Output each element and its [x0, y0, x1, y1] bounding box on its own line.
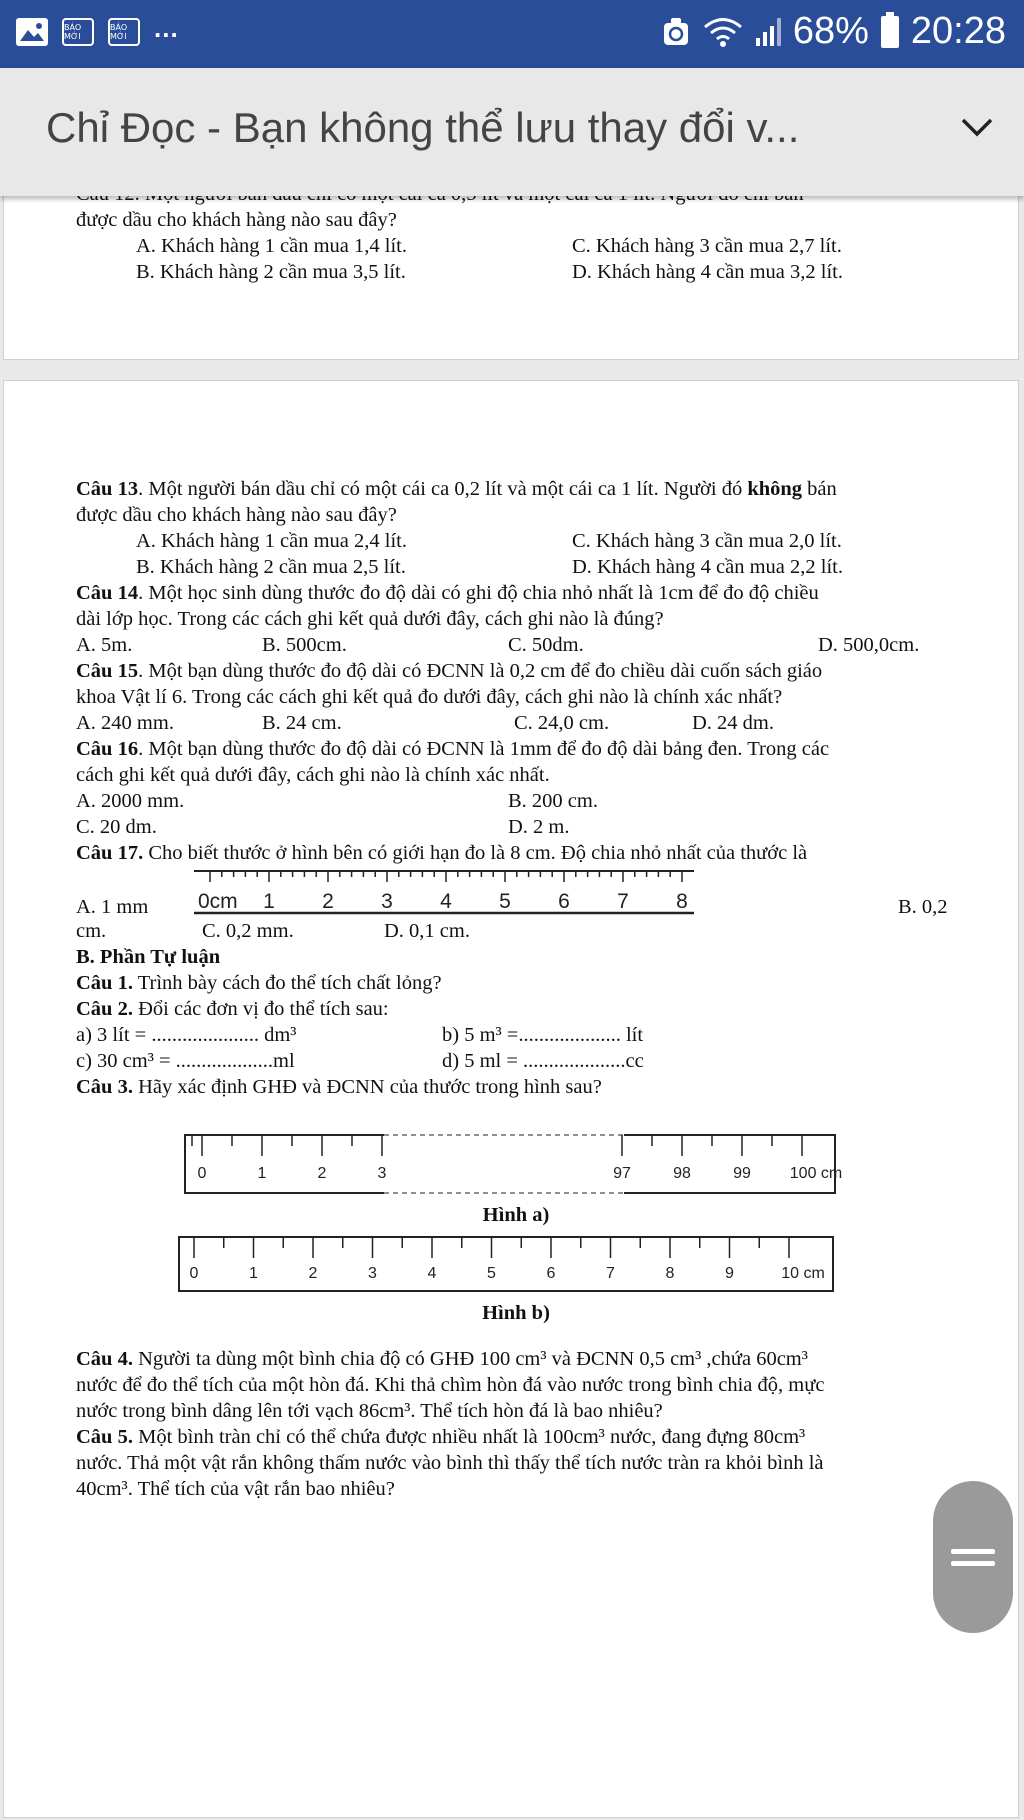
ruler-label: 4	[440, 890, 452, 913]
read-only-title: Chỉ Đọc - Bạn không thể lưu thay đổi v...	[46, 104, 800, 151]
essay-q5-line3: 40cm³. Thể tích của vật rắn bao nhiêu?	[76, 1478, 395, 1500]
ruler-label: 5	[499, 890, 511, 913]
ruler-figure-b	[178, 1236, 834, 1294]
battery-icon	[881, 16, 899, 48]
figures-block	[76, 1100, 956, 1346]
ruler-8cm-figure	[194, 868, 694, 916]
q15-option-a: A. 240 mm.	[76, 712, 174, 734]
ruler-label: 0	[197, 1165, 207, 1182]
q13-option-d: D. Khách hàng 4 cần mua 2,2 lít.	[572, 556, 843, 578]
q15-line1: Câu 15. Một bạn dùng thước đo độ dài có ĐCNN là 0,2 cm để đo chiều dài cuốn sách giáo	[76, 660, 823, 682]
figure-a-caption: Hình a)	[482, 1204, 550, 1226]
ruler-label: 98	[673, 1165, 691, 1182]
q17-ruler-row	[76, 866, 956, 918]
option-c: C. Khách hàng 3 cần mua 2,7 lít.	[572, 235, 842, 257]
essay-q4-line3: nước trong bình dâng lên tới vạch 86cm³. Thể tích hòn đá là bao nhiêu?	[76, 1400, 663, 1422]
q13-option-c: C. Khách hàng 3 cần mua 2,0 lít.	[572, 530, 842, 552]
ruler-label: 2	[308, 1265, 318, 1282]
ruler-label: 3	[381, 890, 393, 913]
scroll-handle-grip-top	[951, 1549, 995, 1554]
q15-option-b: B. 24 cm.	[262, 712, 342, 734]
essay-q2-d: d) 5 ml = ....................cc	[442, 1050, 644, 1072]
q14-line2: dài lớp học. Trong các cách ghi kết quả dưới đây, cách ghi nào là đúng?	[76, 608, 664, 630]
ruler-label: 6	[558, 890, 570, 913]
ruler-label: 8	[665, 1265, 675, 1282]
recycle-icon	[662, 17, 690, 47]
essay-q3: Câu 3. Hãy xác định GHĐ và ĐCNN của thước trong hình sau?	[76, 1076, 602, 1098]
ruler-label: 7	[617, 890, 629, 913]
scroll-handle-grip-bottom	[951, 1561, 995, 1566]
document-page-2	[3, 380, 1019, 1818]
q14-option-b: B. 500cm.	[262, 634, 347, 656]
q16-option-c: C. 20 dm.	[76, 816, 157, 838]
essay-q2-c: c) 30 cm³ = ...................ml	[76, 1050, 295, 1072]
ruler-label: 1	[257, 1165, 267, 1182]
gallery-notification-icon	[16, 18, 48, 46]
q14-line1: Câu 14. Một học sinh dùng thước đo độ dài có ghi độ chia nhỏ nhất là 1cm để đo độ chiều	[76, 582, 819, 604]
ruler-figure-a	[184, 1134, 843, 1196]
scroll-handle[interactable]	[933, 1481, 1013, 1633]
ruler-label: 4	[427, 1265, 437, 1282]
more-notifications-indicator: ...	[154, 12, 179, 43]
ruler-label: 8	[676, 890, 688, 913]
essay-q1: Câu 1. Trình bày cách đo thể tích chất lỏng?	[76, 972, 442, 994]
q17-option-b-cont: cm.	[76, 920, 107, 942]
ruler-label: 5	[487, 1265, 496, 1282]
ruler-label: 0	[189, 1265, 199, 1282]
ruler-label: 99	[733, 1165, 751, 1182]
ruler-label: 6	[546, 1265, 556, 1282]
ruler-label: 3	[368, 1265, 377, 1282]
status-bar	[0, 0, 1024, 68]
section-heading-part-b: B. Phần Tự luận	[76, 946, 221, 968]
ruler-label: 1	[249, 1265, 258, 1282]
q15-option-d: D. 24 dm.	[692, 712, 774, 734]
option-b: B. Khách hàng 2 cần mua 3,5 lít.	[136, 261, 406, 283]
essay-q2-a: a) 3 lít = ..................... dm³	[76, 1024, 297, 1046]
clock: 20:28	[910, 10, 1006, 52]
ruler-label: 2	[322, 890, 334, 913]
q14-option-a: A. 5m.	[76, 634, 133, 656]
ruler-label: 9	[725, 1265, 734, 1282]
question-text: được dầu cho khách hàng nào sau đây?	[76, 209, 397, 231]
essay-q2: Câu 2. Đổi các đơn vị đo thể tích sau:	[76, 998, 389, 1020]
figure-b-caption: Hình b)	[482, 1302, 550, 1324]
q17-option-d: D. 0,1 cm.	[384, 920, 470, 942]
q16-option-a: A. 2000 mm.	[76, 790, 185, 812]
q15-line2: khoa Vật lí 6. Trong các cách ghi kết quả đo dưới đây, cách ghi nào là chính xác nhất?	[76, 686, 783, 708]
q17-option-b: B. 0,2	[898, 896, 948, 918]
q16-option-d: D. 2 m.	[508, 816, 570, 838]
ruler-label: 0cm	[198, 890, 238, 913]
q15-option-c: C. 24,0 cm.	[514, 712, 610, 734]
q17-option-c: C. 0,2 mm.	[202, 920, 294, 942]
essay-q4-line1: Câu 4. Người ta dùng một bình chia độ có GHĐ 100 cm³ và ĐCNN 0,5 cm³ ,chứa 60cm³	[76, 1348, 808, 1370]
essay-q5-line2: nước. Thả một vật rắn không thấm nước vào bình thì thấy thể tích nước tràn ra khỏi bình là	[76, 1452, 824, 1474]
q13-line2: được dầu cho khách hàng nào sau đây?	[76, 504, 397, 526]
news-app-notification-icon-2: BÁO MỚI	[108, 18, 140, 46]
q16-option-b: B. 200 cm.	[508, 790, 598, 812]
q13-option-a: A. Khách hàng 1 cần mua 2,4 lít.	[136, 530, 407, 552]
q14-option-c: C. 50dm.	[508, 634, 584, 656]
ruler-label: 3	[377, 1165, 387, 1182]
document-content	[76, 476, 956, 1502]
q13-option-b: B. Khách hàng 2 cần mua 2,5 lít.	[136, 556, 406, 578]
ruler-label: 97	[613, 1165, 631, 1182]
essay-q4-line2: nước để đo thể tích của một hòn đá. Khi thả chìm hòn đá vào nước trong bình chia độ, mực	[76, 1374, 825, 1396]
q16-line1: Câu 16. Một bạn dùng thước đo độ dài có ĐCNN là 1mm để đo độ dài bảng đen. Trong các	[76, 738, 830, 760]
q17-option-a: A. 1 mm	[76, 896, 149, 918]
ruler-label: 1	[263, 890, 275, 913]
q16-line2: cách ghi kết quả dưới đây, cách ghi nào là chính xác nhất.	[76, 764, 550, 786]
question-12	[76, 193, 956, 285]
essay-q2-b: b) 5 m³ =.................... lít	[442, 1024, 644, 1046]
signal-strength-icon	[756, 18, 781, 46]
option-a: A. Khách hàng 1 cần mua 1,4 lít.	[136, 235, 407, 257]
essay-q5-line1: Câu 5. Một bình tràn chỉ có thể chứa được nhiều nhất là 100cm³ nước, đang đựng 80cm³	[76, 1426, 806, 1448]
wifi-icon	[702, 16, 744, 48]
read-only-banner[interactable]	[0, 68, 1024, 196]
ruler-label: 10 cm	[781, 1265, 825, 1282]
chevron-down-icon[interactable]	[960, 116, 994, 138]
q14-option-d: D. 500,0cm.	[818, 634, 920, 656]
ruler-label: 2	[317, 1165, 327, 1182]
option-d: D. Khách hàng 4 cần mua 3,2 lít.	[572, 261, 843, 283]
ruler-label: 100 cm	[789, 1165, 843, 1182]
q17-line1: Câu 17. Cho biết thước ở hình bên có giới hạn đo là 8 cm. Độ chia nhỏ nhất của thước là	[76, 842, 808, 864]
news-app-notification-icon: BÁO MỚI	[62, 18, 94, 46]
ruler-label: 7	[606, 1265, 615, 1282]
q13-line1: Câu 13. Một người bán dầu chỉ có một cái ca 0,2 lít và một cái ca 1 lít. Người đó không bán	[76, 478, 837, 500]
battery-percentage: 68%	[792, 10, 869, 52]
